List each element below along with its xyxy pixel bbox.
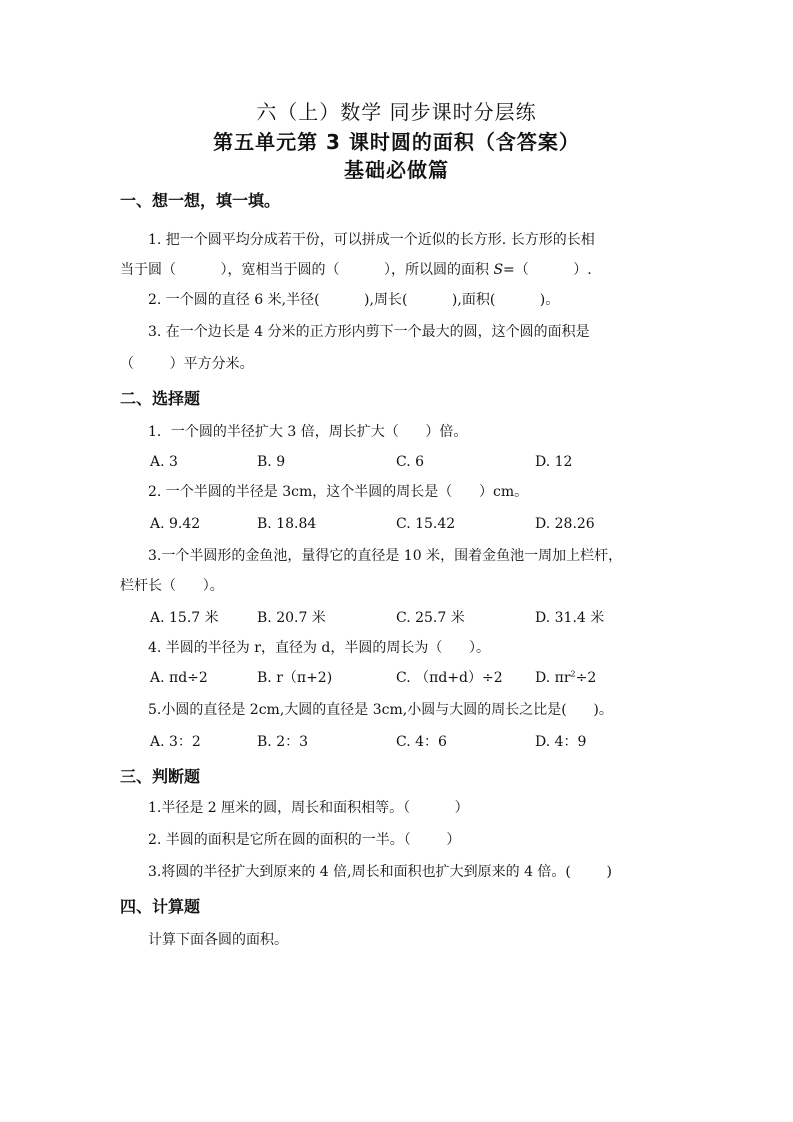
s2-q1: 1．一个圆的半径扩大 3 倍，周长扩大（ ）倍。 (148, 424, 468, 440)
s1-q1-var: S (493, 262, 504, 278)
s2-q3-line2: 栏杆长（ ）。 (120, 578, 224, 594)
s2-q4-opt-b: B. r（π+2) (257, 670, 333, 686)
s2-q1-opt-d: D. 12 (535, 454, 573, 470)
s2-q5-opt-d: D. 4：9 (535, 734, 587, 750)
section-2-title: 二、选择题 (120, 389, 201, 408)
s2-q5-opt-a: A. 3：2 (150, 734, 201, 750)
s3-q1: 1.半径是 2 厘米的圆，周长和面积相等。（ ） (148, 800, 469, 816)
s2-q2: 2. 一个半圆的半径是 3cm，这个半圆的周长是（ ）cm。 (148, 484, 529, 500)
s2-q4-opt-d-text: D. πr (535, 670, 571, 686)
s2-q1-opt-b: B. 9 (257, 454, 286, 470)
s2-q2-opt-d: D. 28.26 (535, 516, 595, 532)
s2-q5-opt-b: B. 2：3 (257, 734, 309, 750)
s2-q4-opt-a: A. πd÷2 (150, 670, 208, 686)
section-1-title: 一、想一想，填一填。 (120, 191, 281, 210)
s2-q2-opt-a: A. 9.42 (150, 516, 201, 532)
section-4-title: 四、计算题 (120, 897, 201, 916)
s2-q2-opt-c: C. 15.42 (396, 516, 456, 532)
s2-q1-opt-c: C. 6 (396, 454, 425, 470)
s2-q4-opt-c: C. （πd+d）÷2 (396, 670, 503, 686)
s2-q3-line1: 3.一个半圆形的金鱼池，量得它的直径是 10 米，围着金鱼池一周加上栏杆， (148, 548, 623, 564)
s2-q4-opt-d-tail: ÷2 (575, 670, 597, 686)
section-3-title: 三、判断题 (120, 767, 201, 786)
header-line-1: 六（上）数学 同步课时分层练 (256, 100, 537, 124)
s1-q3-line2: （ ）平方分米。 (120, 356, 254, 372)
s4-q1: 计算下面各圆的面积。 (148, 932, 288, 948)
s2-q4: 4. 半圆的半径为 r，直径为 d，半圆的周长为（ ）。 (148, 640, 491, 656)
s2-q3-opt-c: C. 25.7 米 (396, 610, 465, 626)
s3-q2: 2. 半圆的面积是它所在圆的面积的一半。（ ） (148, 832, 461, 848)
s3-q3: 3.将圆的半径扩大到原来的 4 倍,周长和面积也扩大到原来的 4 倍。( ) (148, 864, 612, 880)
s1-q3-line1: 3. 在一个边长是 4 分米的正方形内剪下一个最大的圆，这个圆的面积是 (148, 324, 590, 340)
s2-q5-opt-c: C. 4：6 (396, 734, 447, 750)
s2-q4-opt-d (535, 668, 596, 688)
s2-q4-opt-d-sup: 2 (570, 669, 576, 679)
s1-q1-line2-b: =（ ）. (503, 262, 592, 278)
s1-q1-line2-a: 当于圆（ ），宽相当于圆的（ ），所以圆的面积 (120, 262, 494, 278)
s1-q1-line2 (120, 260, 592, 280)
s1-q2: 2. 一个圆的直径 6 米,半径( ),周长( ),面积( )。 (148, 292, 560, 308)
s2-q2-opt-b: B. 18.84 (257, 516, 317, 532)
s2-q3-opt-d: D. 31.4 米 (535, 610, 605, 626)
s2-q1-opt-a: A. 3 (150, 454, 178, 470)
s2-q3-opt-b: B. 20.7 米 (257, 610, 326, 626)
s1-q1-line1: 1. 把一个圆平均分成若干份，可以拼成一个近似的长方形. 长方形的长相 (148, 232, 595, 248)
s2-q5: 5.小圆的直径是 2cm,大圆的直径是 3cm,小圆与大圆的周长之比是( )。 (148, 702, 613, 718)
s2-q3-opt-a: A. 15.7 米 (150, 610, 219, 626)
header-line-2: 第五单元第 3 课时圆的面积（含答案） (213, 130, 580, 154)
header-line-3: 基础必做篇 (344, 158, 449, 182)
